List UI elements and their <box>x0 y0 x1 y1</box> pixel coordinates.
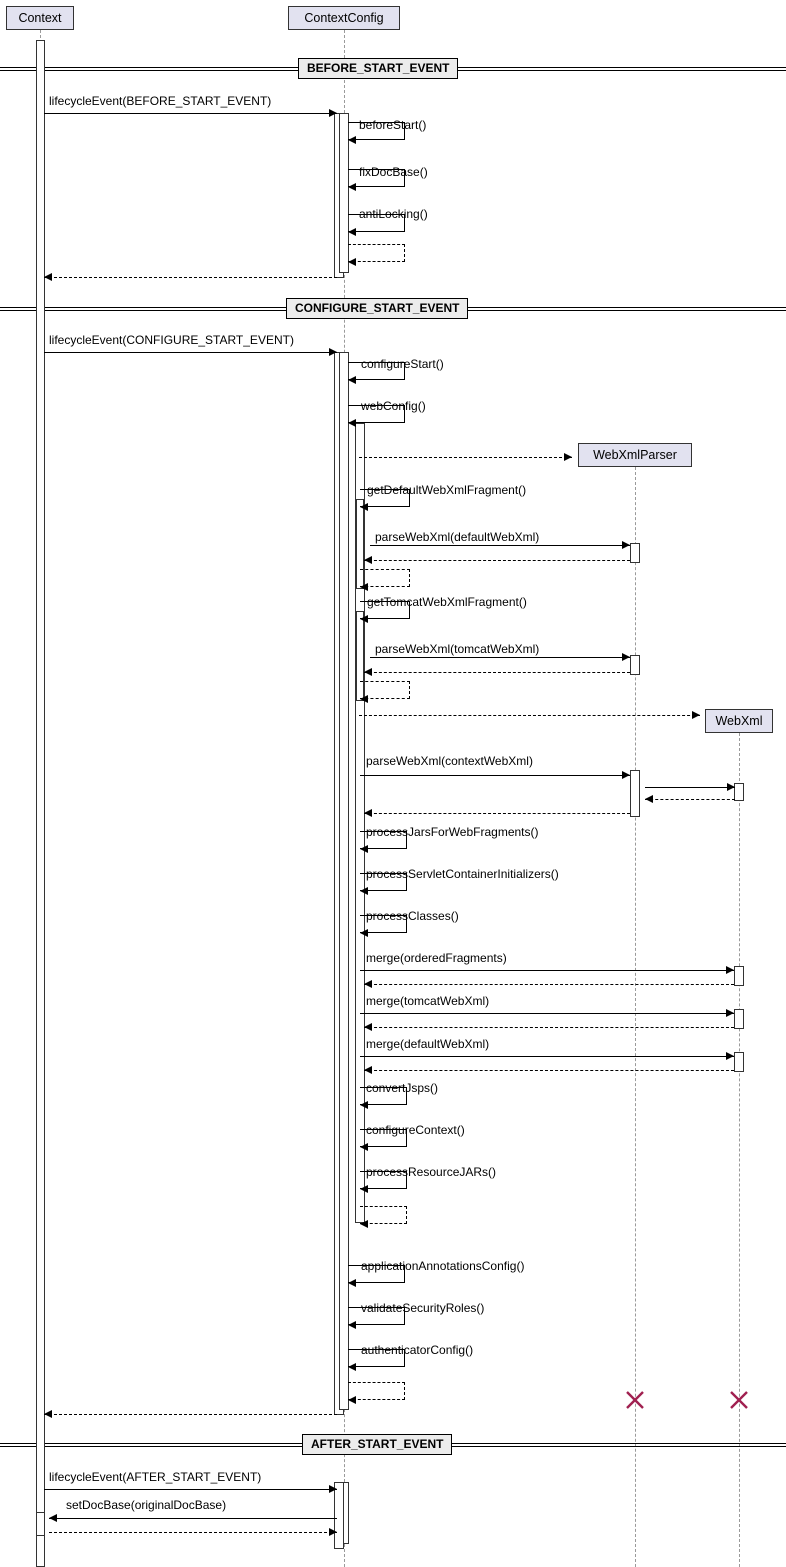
message-line <box>49 1518 337 1519</box>
activation-bar <box>630 543 640 563</box>
activation-bar <box>734 1052 744 1072</box>
destroy-marker <box>729 1390 749 1410</box>
message-arrowhead <box>364 809 372 817</box>
message-line <box>364 672 630 673</box>
message-label: parseWebXml(defaultWebXml) <box>375 530 540 544</box>
message-line <box>360 1013 734 1014</box>
message-label: lifecycleEvent(CONFIGURE_START_EVENT) <box>49 333 294 347</box>
message-arrowhead <box>692 711 700 719</box>
message-arrowhead <box>348 1396 356 1404</box>
message-label: convertJsps() <box>366 1081 439 1095</box>
message-arrowhead <box>364 980 372 988</box>
message-line <box>360 1056 734 1057</box>
message-line <box>44 1414 337 1415</box>
message-arrowhead <box>360 1143 368 1151</box>
message-label: getTomcatWebXmlFragment() <box>367 595 527 609</box>
self-message <box>348 244 405 262</box>
message-line <box>360 970 734 971</box>
message-label: merge(orderedFragments) <box>366 951 507 965</box>
message-label: processResourceJARs() <box>366 1165 497 1179</box>
message-arrowhead <box>348 419 356 427</box>
message-arrowhead <box>364 556 372 564</box>
message-arrowhead <box>360 503 368 511</box>
message-line <box>370 545 630 546</box>
self-message <box>348 1382 405 1400</box>
message-arrowhead <box>726 966 734 974</box>
participant-webxml[interactable]: WebXml <box>705 709 773 733</box>
message-arrowhead <box>348 136 356 144</box>
message-arrowhead <box>329 1528 337 1536</box>
message-line <box>359 457 572 458</box>
message-arrowhead <box>44 273 52 281</box>
message-arrowhead <box>360 845 368 853</box>
message-label: configureContext() <box>366 1123 465 1137</box>
message-line <box>44 1489 337 1490</box>
message-label: processJarsForWebFragments() <box>366 825 539 839</box>
message-line <box>364 1070 734 1071</box>
message-arrowhead <box>726 1052 734 1060</box>
message-arrowhead <box>329 348 337 356</box>
message-arrowhead <box>348 1279 356 1287</box>
message-arrowhead <box>364 1066 372 1074</box>
message-arrowhead <box>44 1410 52 1418</box>
message-label: configureStart() <box>361 357 444 371</box>
message-arrowhead <box>348 1321 356 1329</box>
activation-bar <box>36 40 45 1567</box>
message-label: processClasses() <box>366 909 459 923</box>
message-line <box>44 113 337 114</box>
message-arrowhead <box>348 228 356 236</box>
message-arrowhead <box>348 183 356 191</box>
message-label: lifecycleEvent(BEFORE_START_EVENT) <box>49 94 272 108</box>
message-label: webConfig() <box>361 399 426 413</box>
message-label: parseWebXml(tomcatWebXml) <box>375 642 540 656</box>
activation-bar <box>630 770 640 817</box>
destroy-marker <box>625 1390 645 1410</box>
message-label: merge(tomcatWebXml) <box>366 994 490 1008</box>
message-arrowhead <box>360 887 368 895</box>
message-label: processServletContainerInitializers() <box>366 867 559 881</box>
message-line <box>359 715 700 716</box>
message-line <box>364 813 630 814</box>
activation-bar <box>734 966 744 986</box>
group-label-2: AFTER_START_EVENT <box>302 1434 452 1455</box>
message-arrowhead <box>645 795 653 803</box>
message-arrowhead <box>360 695 368 703</box>
participant-context[interactable]: Context <box>6 6 74 30</box>
message-line <box>645 787 735 788</box>
message-line <box>645 799 735 800</box>
message-label: lifecycleEvent(AFTER_START_EVENT) <box>49 1470 262 1484</box>
message-arrowhead <box>329 1485 337 1493</box>
message-arrowhead <box>622 771 630 779</box>
activation-bar <box>36 1512 45 1536</box>
message-arrowhead <box>360 615 368 623</box>
message-label: parseWebXml(contextWebXml) <box>366 754 533 768</box>
message-label: getDefaultWebXmlFragment() <box>367 483 527 497</box>
message-line <box>44 352 337 353</box>
participant-contextconfig[interactable]: ContextConfig <box>288 6 400 30</box>
message-line <box>360 775 630 776</box>
message-line <box>364 1027 734 1028</box>
message-arrowhead <box>727 783 735 791</box>
message-label: validateSecurityRoles() <box>361 1301 485 1315</box>
message-label: antiLocking() <box>359 207 428 221</box>
message-line <box>44 277 337 278</box>
group-label-1: CONFIGURE_START_EVENT <box>286 298 468 319</box>
activation-bar <box>339 352 349 1410</box>
message-arrowhead <box>348 376 356 384</box>
activation-bar <box>734 783 744 801</box>
message-arrowhead <box>360 583 368 591</box>
message-arrowhead <box>364 668 372 676</box>
message-arrowhead <box>360 1185 368 1193</box>
message-label: beforeStart() <box>359 118 427 132</box>
participant-webxmlparser[interactable]: WebXmlParser <box>578 443 692 467</box>
message-label: applicationAnnotationsConfig() <box>361 1259 525 1273</box>
message-label: setDocBase(originalDocBase) <box>66 1498 227 1512</box>
message-arrowhead <box>360 929 368 937</box>
message-arrowhead <box>364 1023 372 1031</box>
message-arrowhead <box>564 453 572 461</box>
message-arrowhead <box>360 1220 368 1228</box>
message-arrowhead <box>622 541 630 549</box>
message-arrowhead <box>726 1009 734 1017</box>
activation-bar <box>630 655 640 675</box>
lifeline-webxml <box>739 733 740 1567</box>
message-arrowhead <box>49 1514 57 1522</box>
message-arrowhead <box>348 258 356 266</box>
message-line <box>370 657 630 658</box>
message-arrowhead <box>360 1101 368 1109</box>
group-label-0: BEFORE_START_EVENT <box>298 58 458 79</box>
message-arrowhead <box>329 109 337 117</box>
message-line <box>364 560 630 561</box>
activation-bar <box>734 1009 744 1029</box>
message-label: merge(defaultWebXml) <box>366 1037 490 1051</box>
message-line <box>49 1532 337 1533</box>
message-arrowhead <box>622 653 630 661</box>
message-arrowhead <box>348 1363 356 1371</box>
message-label: authenticatorConfig() <box>361 1343 474 1357</box>
message-label: fixDocBase() <box>359 165 428 179</box>
message-line <box>364 984 734 985</box>
